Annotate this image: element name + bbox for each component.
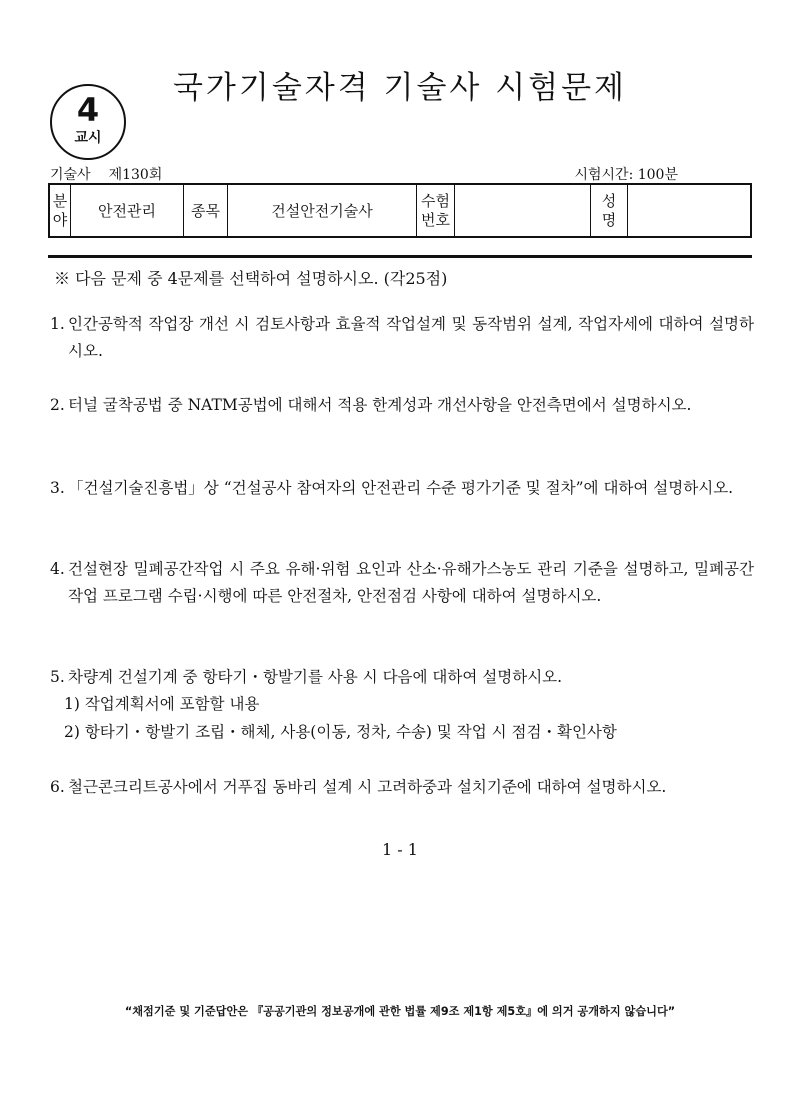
question-text: 「건설기술진흥법」상 “건설공사 참여자의 안전관리 수준 평가기준 및 절차”에 대하여 설명하시오. — [68, 479, 734, 497]
field-label-2: 야 — [52, 210, 68, 229]
question-number: 5. — [50, 668, 65, 686]
question-5-subitem-1: 1) 작업계획서에 포함할 내용 — [64, 695, 260, 713]
question-5 — [50, 664, 754, 691]
exam-category: 기술사 — [50, 167, 91, 183]
question-text: 차량계 건설기계 중 항타기・항발기를 사용 시 다음에 대하여 설명하시오. — [68, 668, 563, 686]
divider — [48, 255, 752, 258]
question-text: 철근콘크리트공사에서 거푸집 동바리 설계 시 고려하중과 설치기준에 대하여 설명하시오. — [68, 778, 667, 796]
question-text: 건설현장 밀폐공간작업 시 주요 유해·위험 요인과 산소·유해가스농도 관리 기준을 설명하고, 밀폐공간 작업 프로그램 수립·시행에 따른 안전절차, 안전점검 사항에 대하여 설명하시오. — [68, 560, 754, 605]
question-number: 2. — [50, 396, 65, 414]
session-badge — [50, 84, 126, 160]
exam-number-label-cell — [417, 184, 455, 237]
session-number: 4 — [76, 91, 100, 129]
question-number: 4. — [50, 560, 65, 578]
field-label-1: 분 — [52, 191, 68, 210]
page-number: 1 - 1 — [382, 840, 418, 859]
name-label-cell — [591, 184, 628, 237]
question-2 — [50, 392, 754, 419]
question-number: 1. — [50, 315, 65, 333]
question-5-subitem-2: 2) 항타기・항발기 조립・해체, 사용(이동, 정차, 수송) 및 작업 시 점검・확인사항 — [64, 723, 617, 741]
exam-info-table — [48, 183, 752, 238]
exam-number-label-2: 번호 — [421, 210, 450, 229]
question-text: 터널 굴착공법 중 NATM공법에 대해서 적용 한계성과 개선사항을 안전측면에서 설명하시오. — [68, 396, 692, 414]
subject-label: 종목 — [184, 184, 228, 237]
instruction: ※ 다음 문제 중 4문제를 선택하여 설명하시오. (각25점) — [54, 269, 448, 288]
footer-notice: “채점기준 및 기준답안은 『공공기관의 정보공개에 관한 법률 제9조 제1항 제5호』에 의거 공개하지 않습니다” — [124, 1005, 676, 1018]
exam-category-round — [50, 164, 162, 184]
question-number: 3. — [50, 479, 65, 497]
question-6 — [50, 774, 754, 801]
exam-round: 제130회 — [108, 167, 163, 183]
question-1 — [50, 311, 754, 365]
question-text: 인간공학적 작업장 개선 시 검토사항과 효율적 작업설계 및 동작범위 설계, 작업자세에 대하여 설명하시오. — [68, 315, 754, 360]
exam-number-label-1: 수험 — [421, 191, 450, 210]
name-field[interactable] — [628, 184, 752, 237]
name-label-1: 성 — [601, 191, 617, 210]
exam-time: 시험시간: 100분 — [574, 167, 678, 183]
name-label-2: 명 — [601, 210, 617, 229]
session-label: 교시 — [74, 130, 102, 146]
question-3 — [50, 475, 754, 502]
question-number: 6. — [50, 778, 65, 796]
exam-number-field[interactable] — [455, 184, 591, 237]
subject-value: 건설안전기술사 — [228, 184, 417, 237]
field-value: 안전관리 — [71, 184, 184, 237]
question-4 — [50, 556, 754, 610]
page-title: 국가기술자격 기술사 시험문제 — [172, 70, 627, 106]
field-label-cell — [49, 184, 71, 237]
